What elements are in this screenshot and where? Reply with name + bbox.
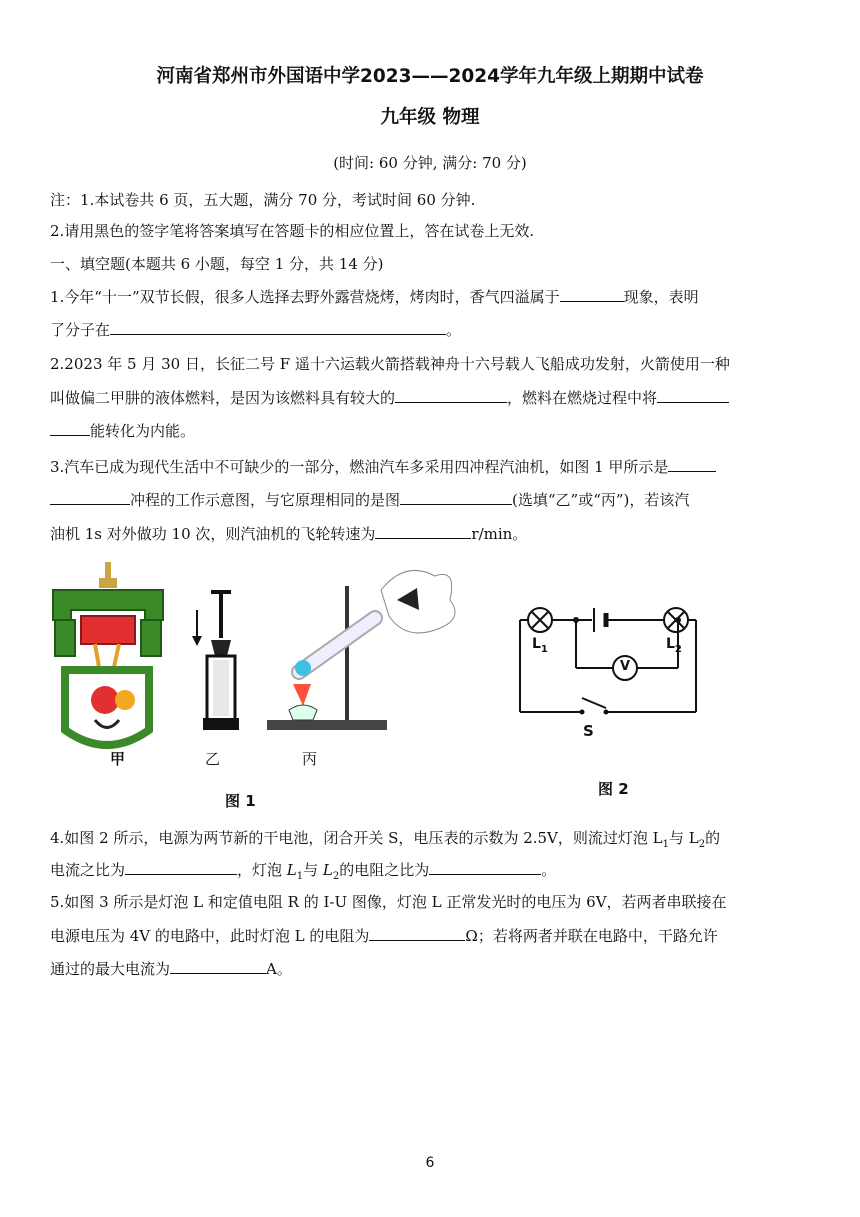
figure-2-circuit xyxy=(510,600,710,730)
fig1-caption: 图 1 xyxy=(225,792,256,810)
q1-blank-2[interactable] xyxy=(110,320,446,335)
q5-blank-1[interactable] xyxy=(369,926,465,941)
exam-title: 河南省郑州市外国语中学2023——2024学年九年级上期期中试卷 xyxy=(156,66,704,87)
fig1-label-yi: 乙 xyxy=(205,750,221,768)
q3-blank-3[interactable] xyxy=(375,524,471,539)
page-number: 6 xyxy=(425,1155,435,1171)
q2-line-3: 能转化为内能。 xyxy=(50,421,810,441)
q5-line-1: 5.如图 3 所示是灯泡 L 和定值电阻 R 的 I-U 图像，灯泡 L 正常发光时的电压为 6V，若两者串联接在 xyxy=(50,893,727,911)
air-pump-illustration xyxy=(192,590,239,730)
q2-blank-1[interactable] xyxy=(395,388,507,403)
fig2-switch-label: S xyxy=(583,722,594,740)
q3-blank-1a[interactable] xyxy=(668,457,716,472)
q2-line-2: 叫做偏二甲肼的液体燃料，是因为该燃料具有较大的 ，燃料在燃烧过程中将 xyxy=(50,388,810,408)
q4-line-1: 4.如图 2 所示，电源为两节新的干电池，闭合开关 S，电压表的示数为 2.5V，则流过灯泡 $L_1$与 $L_2$的 xyxy=(50,829,721,850)
q1-line-1: 1.今年“十一”双节长假，很多人选择去野外露营烧烤，烤肉时，香气四溢属于 现象，表明 xyxy=(50,288,699,306)
exam-subject: 九年级 物理 xyxy=(380,107,480,128)
q4-blank-1[interactable] xyxy=(125,860,237,875)
fig2-caption: 图 2 xyxy=(598,780,629,798)
q3-line-2: 冲程的工作示意图，与它原理相同的是图 (选填“乙”或“丙”)，若该汽 xyxy=(50,490,810,510)
q1-blank-1[interactable] xyxy=(560,287,624,302)
q3-blank-2[interactable] xyxy=(400,490,512,505)
note-2: 2.请用黑色的签字笔将答案填写在答题卡的相应位置上，答在试卷上无效. xyxy=(50,222,535,240)
q4-line-2: 电流之比为 ，灯泡 $L_1$与 $L_2$的电阻之比为 。 xyxy=(50,861,557,882)
q1-line-2: 了分子在 。 xyxy=(50,321,462,339)
q3-line-3: 油机 1s 对外做功 10 次，则汽油机的飞轮转速为 r/min。 xyxy=(50,525,528,543)
fig2-voltmeter-label: V xyxy=(620,659,631,674)
q2-line-1: 2.2023 年 5 月 30 日，长征二号 F 遥十六运载火箭搭载神舟十六号载人飞船成功发射，火箭使用一种 xyxy=(50,355,730,373)
engine-cylinder-illustration xyxy=(53,562,163,745)
section-heading: 一、填空题(本题共 6 小题，每空 1 分，共 14 分) xyxy=(50,255,384,273)
note-1: 注：1.本试卷共 6 页，五大题，满分 70 分，考试时间 60 分钟. xyxy=(50,191,476,209)
q4-blank-2[interactable] xyxy=(429,860,541,875)
fig2-label-L2: $L_2$ xyxy=(666,636,682,655)
fig2-label-L1: $L_1$ xyxy=(532,636,548,655)
fig1-label-bing: 丙 xyxy=(302,750,318,768)
exam-info: (时间: 60 分钟, 满分: 70 分) xyxy=(333,154,527,172)
q3-line-1: 3.汽车已成为现代生活中不可缺少的一部分，燃油汽车多采用四冲程汽油机，如图 1 甲所示是 xyxy=(50,457,810,477)
test-tube-illustration xyxy=(267,570,455,730)
q2-blank-2a[interactable] xyxy=(657,388,729,403)
q5-blank-2[interactable] xyxy=(170,959,266,974)
q5-line-2: 电源电压为 4V 的电路中，此时灯泡 L 的电阻为 Ω；若将两者并联在电路中，干路允许 xyxy=(50,927,718,945)
q5-line-3: 通过的最大电流为 A。 xyxy=(50,960,292,978)
q3-blank-1b[interactable] xyxy=(50,490,130,505)
figure-1-illustration xyxy=(45,560,465,770)
fig1-label-jia: 甲 xyxy=(110,750,126,768)
q2-blank-2b[interactable] xyxy=(50,421,90,436)
